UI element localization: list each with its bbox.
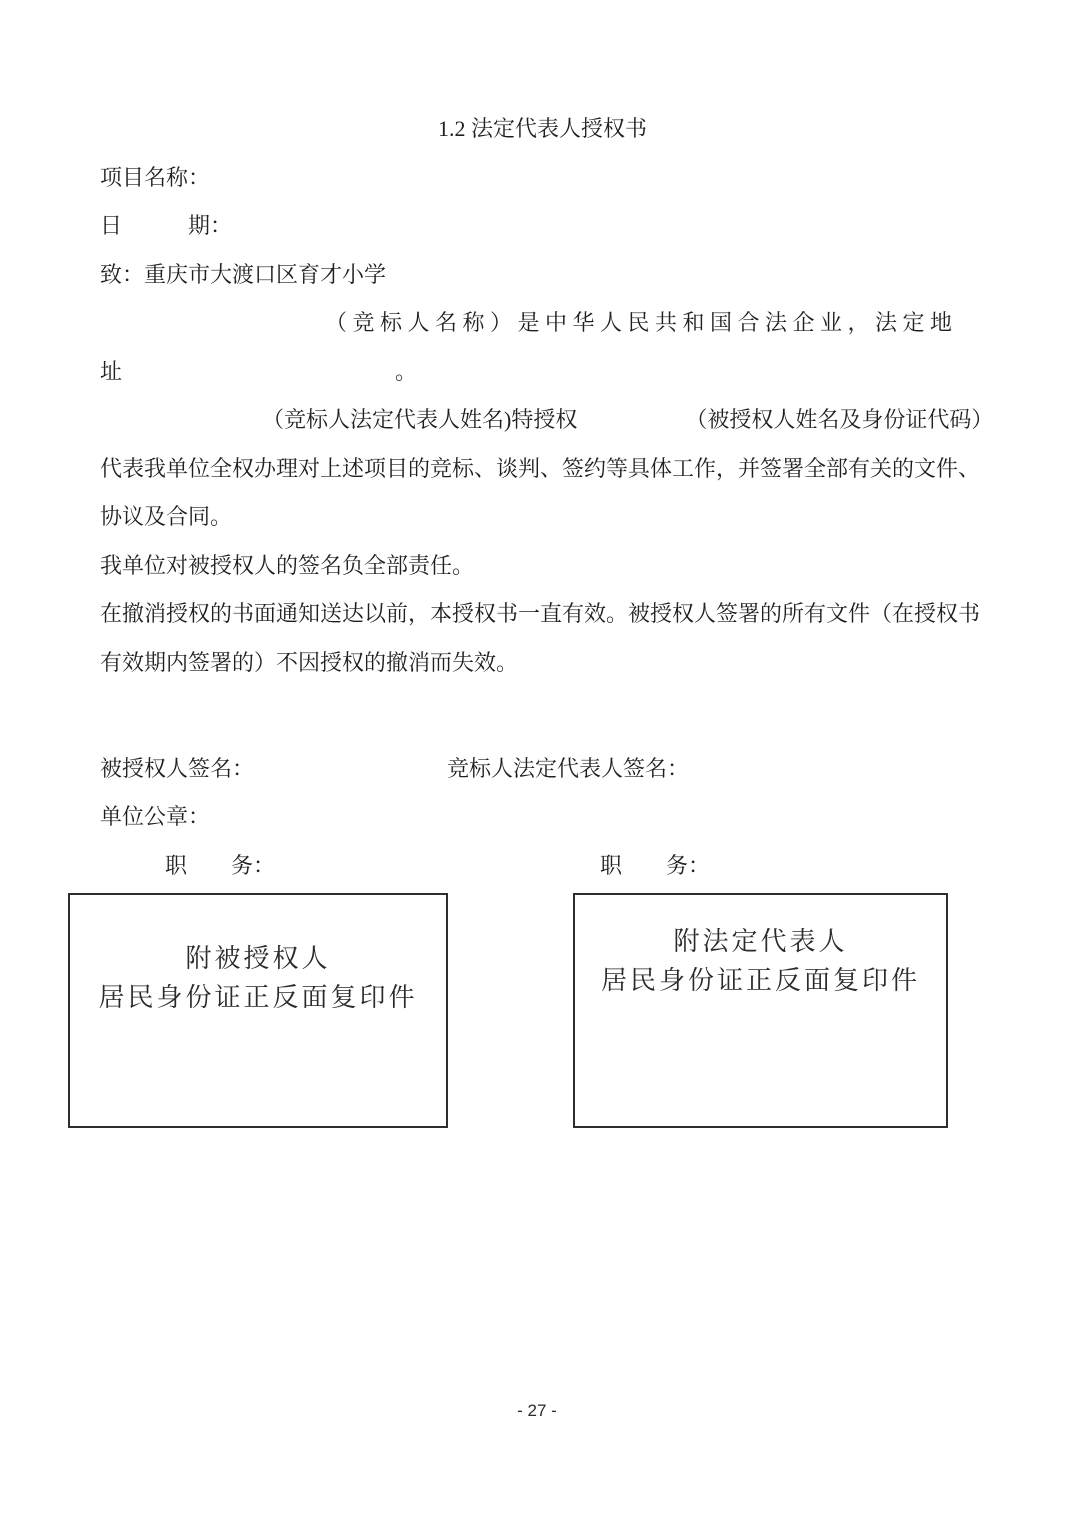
authorizer-blank-label: （竞标人法定代表人姓名)特授权 [262,407,578,432]
body-paragraph-2: 我单位对被授权人的签名负全部责任。 [100,552,475,578]
signature-row [100,745,985,794]
body-paragraph-3-line-2: 有效期内签署的）不因授权的撤消而失效。 [100,649,519,675]
authorized-person-id-copy-line-2: 居民身份证正反面复印件 [98,983,418,1012]
spacer-line [100,687,985,736]
company-seal-label: 单位公章： [100,804,211,829]
authorized-person-signature-label: 被授权人签名： [100,755,255,781]
legal-address-line [100,348,985,397]
authorized-person-id-copy-box [68,893,448,1128]
legal-representative-id-copy-line-1: 附法定代表人 [673,927,848,956]
position-row [100,842,985,891]
address-prefix: 址 [100,358,123,384]
position-label-right: 职 务： [600,852,711,878]
legal-representative-id-copy-box [573,893,948,1128]
legal-representative-id-copy-line-2: 居民身份证正反面复印件 [600,966,920,995]
legal-representative-signature-label: 竞标人法定代表人签名： [447,755,690,781]
authorizee-blank-label: （被授权人姓名及身份证代码） [685,407,994,432]
date-label: 日 期： [100,213,233,238]
addressee-line: 致：重庆市大渡口区育才小学 [100,261,387,287]
id-copy-boxes [68,893,985,1128]
authorized-person-id-copy-line-1: 附被授权人 [185,944,331,973]
body-paragraph-1-line-2: 协议及合同。 [100,504,233,529]
project-name-label: 项目名称： [100,164,211,190]
body-paragraph-3-line-1: 在撤消授权的书面通知送达以前，本授权书一直有效。被授权人签署的所有文件（在授权书 [100,601,981,626]
authorization-line [100,396,994,445]
address-period: 。 [395,358,418,384]
page-title: 1.2 法定代表人授权书 [437,116,647,141]
page-number: - 27 - [517,1401,557,1420]
position-label-left: 职 务： [165,852,276,878]
body-paragraph-1-line-1: 代表我单位全权办理对上述项目的竞标、谈判、签约等具体工作，并签署全部有关的文件、 [100,455,981,481]
bidder-name-line: （竞标人名称）是中华人民共和国合法企业，法定地 [325,310,958,335]
